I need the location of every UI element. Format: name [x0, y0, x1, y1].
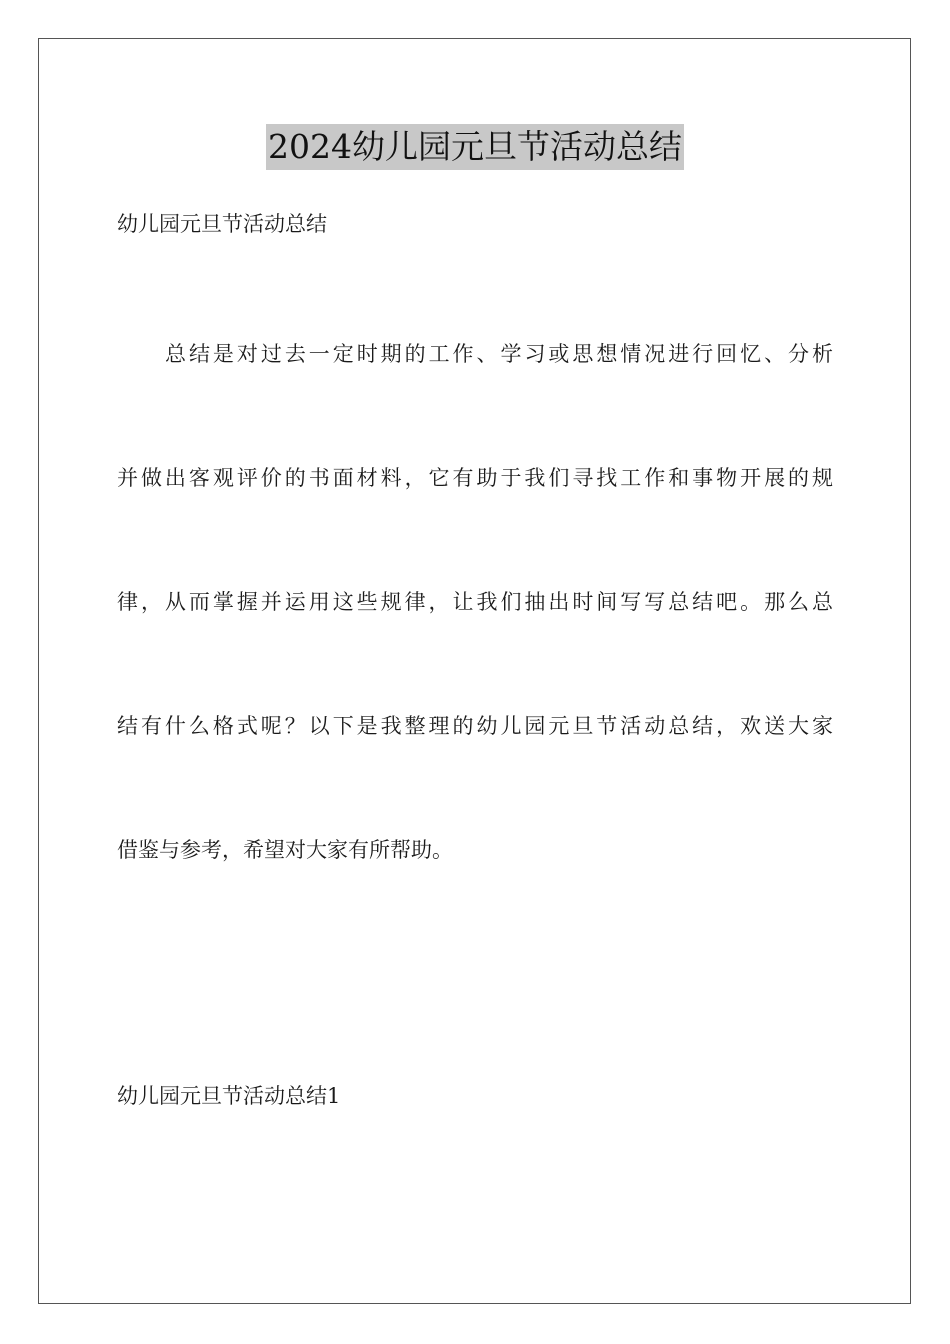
paragraph-line: 总结是对过去一定时期的工作、学习或思想情况进行回忆、分析 [165, 342, 833, 366]
section-heading: 幼儿园元旦节活动总结1 [117, 1084, 341, 1108]
document-title: 2024幼儿园元旦节活动总结 [266, 124, 684, 170]
paragraph-line: 并做出客观评价的书面材料，它有助于我们寻找工作和事物开展的规 [117, 466, 833, 490]
intro-paragraph [117, 334, 833, 954]
title-container [0, 124, 950, 170]
paragraph-line: 结有什么格式呢？以下是我整理的幼儿园元旦节活动总结，欢送大家 [117, 714, 833, 738]
paragraph-line: 律，从而掌握并运用这些规律，让我们抽出时间写写总结吧。那么总 [117, 590, 833, 614]
paragraph-line: 借鉴与参考，希望对大家有所帮助。 [117, 838, 453, 862]
document-subtitle: 幼儿园元旦节活动总结 [117, 212, 327, 236]
